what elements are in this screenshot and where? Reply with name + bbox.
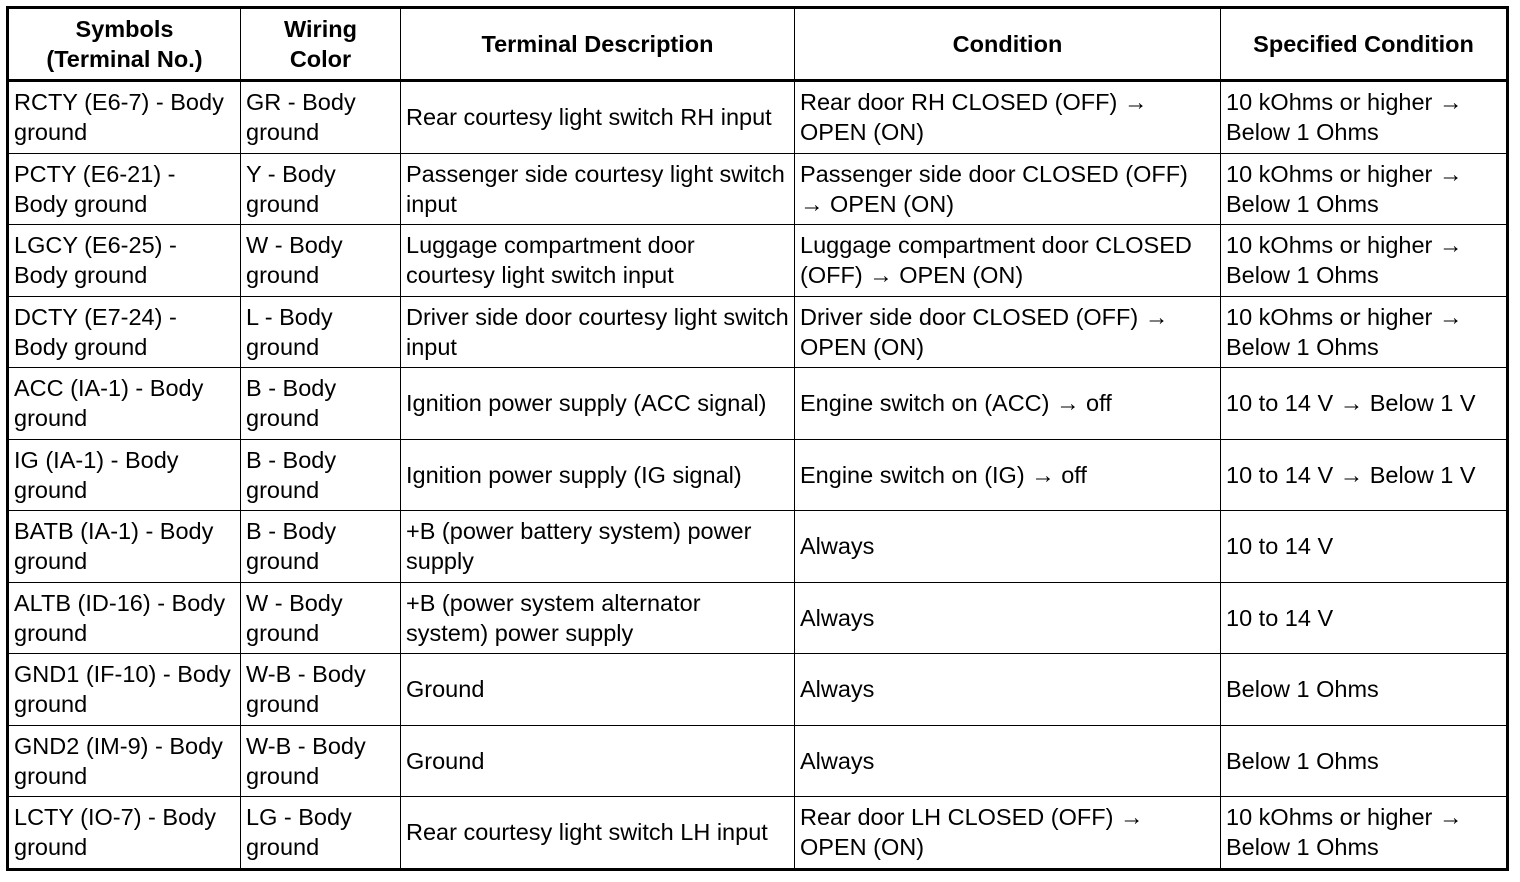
cell-condition: Luggage compartment door CLOSED (OFF) → OPEN (ON) [795,225,1221,297]
cell-condition: Always [795,582,1221,654]
cell-specified: 10 kOhms or higher → Below 1 Ohms [1221,225,1508,297]
header-condition [795,8,1221,81]
cell-description: Rear courtesy light switch RH input [401,81,795,154]
cell-condition: Rear door RH CLOSED (OFF) → OPEN (ON) [795,81,1221,154]
header-wiring-line1: Wiring [284,16,357,42]
cell-description: Luggage compartment door courtesy light switch input [401,225,795,297]
cell-wiring-color: B - Body ground [241,511,401,583]
table-row [8,511,1508,583]
header-symbols [8,8,241,81]
cell-condition: Always [795,654,1221,726]
cell-condition: Engine switch on (IG) → off [795,439,1221,511]
cell-symbol: LCTY (IO-7) - Body ground [8,797,241,870]
table-row [8,81,1508,154]
cell-specified: 10 to 14 V → Below 1 V [1221,439,1508,511]
header-symbols-line1: Symbols [75,16,174,42]
cell-description: Ground [401,725,795,797]
cell-specified: 10 kOhms or higher → Below 1 Ohms [1221,153,1508,225]
cell-description: Ignition power supply (IG signal) [401,439,795,511]
cell-specified: Below 1 Ohms [1221,654,1508,726]
cell-condition: Rear door LH CLOSED (OFF) → OPEN (ON) [795,797,1221,870]
cell-wiring-color: W-B - Body ground [241,654,401,726]
cell-wiring-color: W - Body ground [241,225,401,297]
cell-description: Rear courtesy light switch LH input [401,797,795,870]
cell-description: Ground [401,654,795,726]
cell-specified: 10 to 14 V [1221,511,1508,583]
table-row [8,582,1508,654]
cell-wiring-color: W - Body ground [241,582,401,654]
cell-symbol: DCTY (E7-24) - Body ground [8,296,241,368]
cell-wiring-color: B - Body ground [241,368,401,440]
cell-specified: 10 to 14 V → Below 1 V [1221,368,1508,440]
cell-specified: 10 kOhms or higher → Below 1 Ohms [1221,797,1508,870]
table-row [8,153,1508,225]
cell-description: +B (power system alternator system) power supply [401,582,795,654]
header-description-label: Terminal Description [481,31,714,57]
cell-symbol: PCTY (E6-21) - Body ground [8,153,241,225]
cell-specified: 10 to 14 V [1221,582,1508,654]
cell-description: +B (power battery system) power supply [401,511,795,583]
cell-symbol: IG (IA-1) - Body ground [8,439,241,511]
table-row [8,725,1508,797]
header-row [8,8,1508,81]
cell-wiring-color: L - Body ground [241,296,401,368]
cell-wiring-color: B - Body ground [241,439,401,511]
cell-specified: 10 kOhms or higher → Below 1 Ohms [1221,296,1508,368]
cell-condition: Passenger side door CLOSED (OFF) → OPEN (ON) [795,153,1221,225]
header-symbols-line2: (Terminal No.) [46,46,203,72]
header-wiring-color [241,8,401,81]
header-specified-condition [1221,8,1508,81]
terminal-spec-table [6,6,1509,871]
table-row [8,296,1508,368]
table-row [8,797,1508,870]
cell-symbol: GND1 (IF-10) - Body ground [8,654,241,726]
cell-description: Ignition power supply (ACC signal) [401,368,795,440]
cell-description: Driver side door courtesy light switch input [401,296,795,368]
header-terminal-description [401,8,795,81]
cell-symbol: ACC (IA-1) - Body ground [8,368,241,440]
cell-wiring-color: Y - Body ground [241,153,401,225]
cell-condition: Always [795,511,1221,583]
cell-symbol: LGCY (E6-25) - Body ground [8,225,241,297]
cell-description: Passenger side courtesy light switch input [401,153,795,225]
cell-wiring-color: GR - Body ground [241,81,401,154]
cell-specified: 10 kOhms or higher → Below 1 Ohms [1221,81,1508,154]
cell-condition: Engine switch on (ACC) → off [795,368,1221,440]
cell-condition: Always [795,725,1221,797]
header-condition-label: Condition [952,31,1063,57]
header-specified-label: Specified Condition [1253,31,1474,57]
table-row [8,368,1508,440]
terminal-spec-sheet [6,6,1506,874]
cell-symbol: RCTY (E6-7) - Body ground [8,81,241,154]
cell-condition: Driver side door CLOSED (OFF) → OPEN (ON) [795,296,1221,368]
cell-wiring-color: W-B - Body ground [241,725,401,797]
table-row [8,654,1508,726]
table-row [8,439,1508,511]
cell-specified: Below 1 Ohms [1221,725,1508,797]
cell-symbol: BATB (IA-1) - Body ground [8,511,241,583]
header-wiring-line2: Color [289,46,352,72]
cell-symbol: ALTB (ID-16) - Body ground [8,582,241,654]
cell-symbol: GND2 (IM-9) - Body ground [8,725,241,797]
cell-wiring-color: LG - Body ground [241,797,401,870]
table-row [8,225,1508,297]
